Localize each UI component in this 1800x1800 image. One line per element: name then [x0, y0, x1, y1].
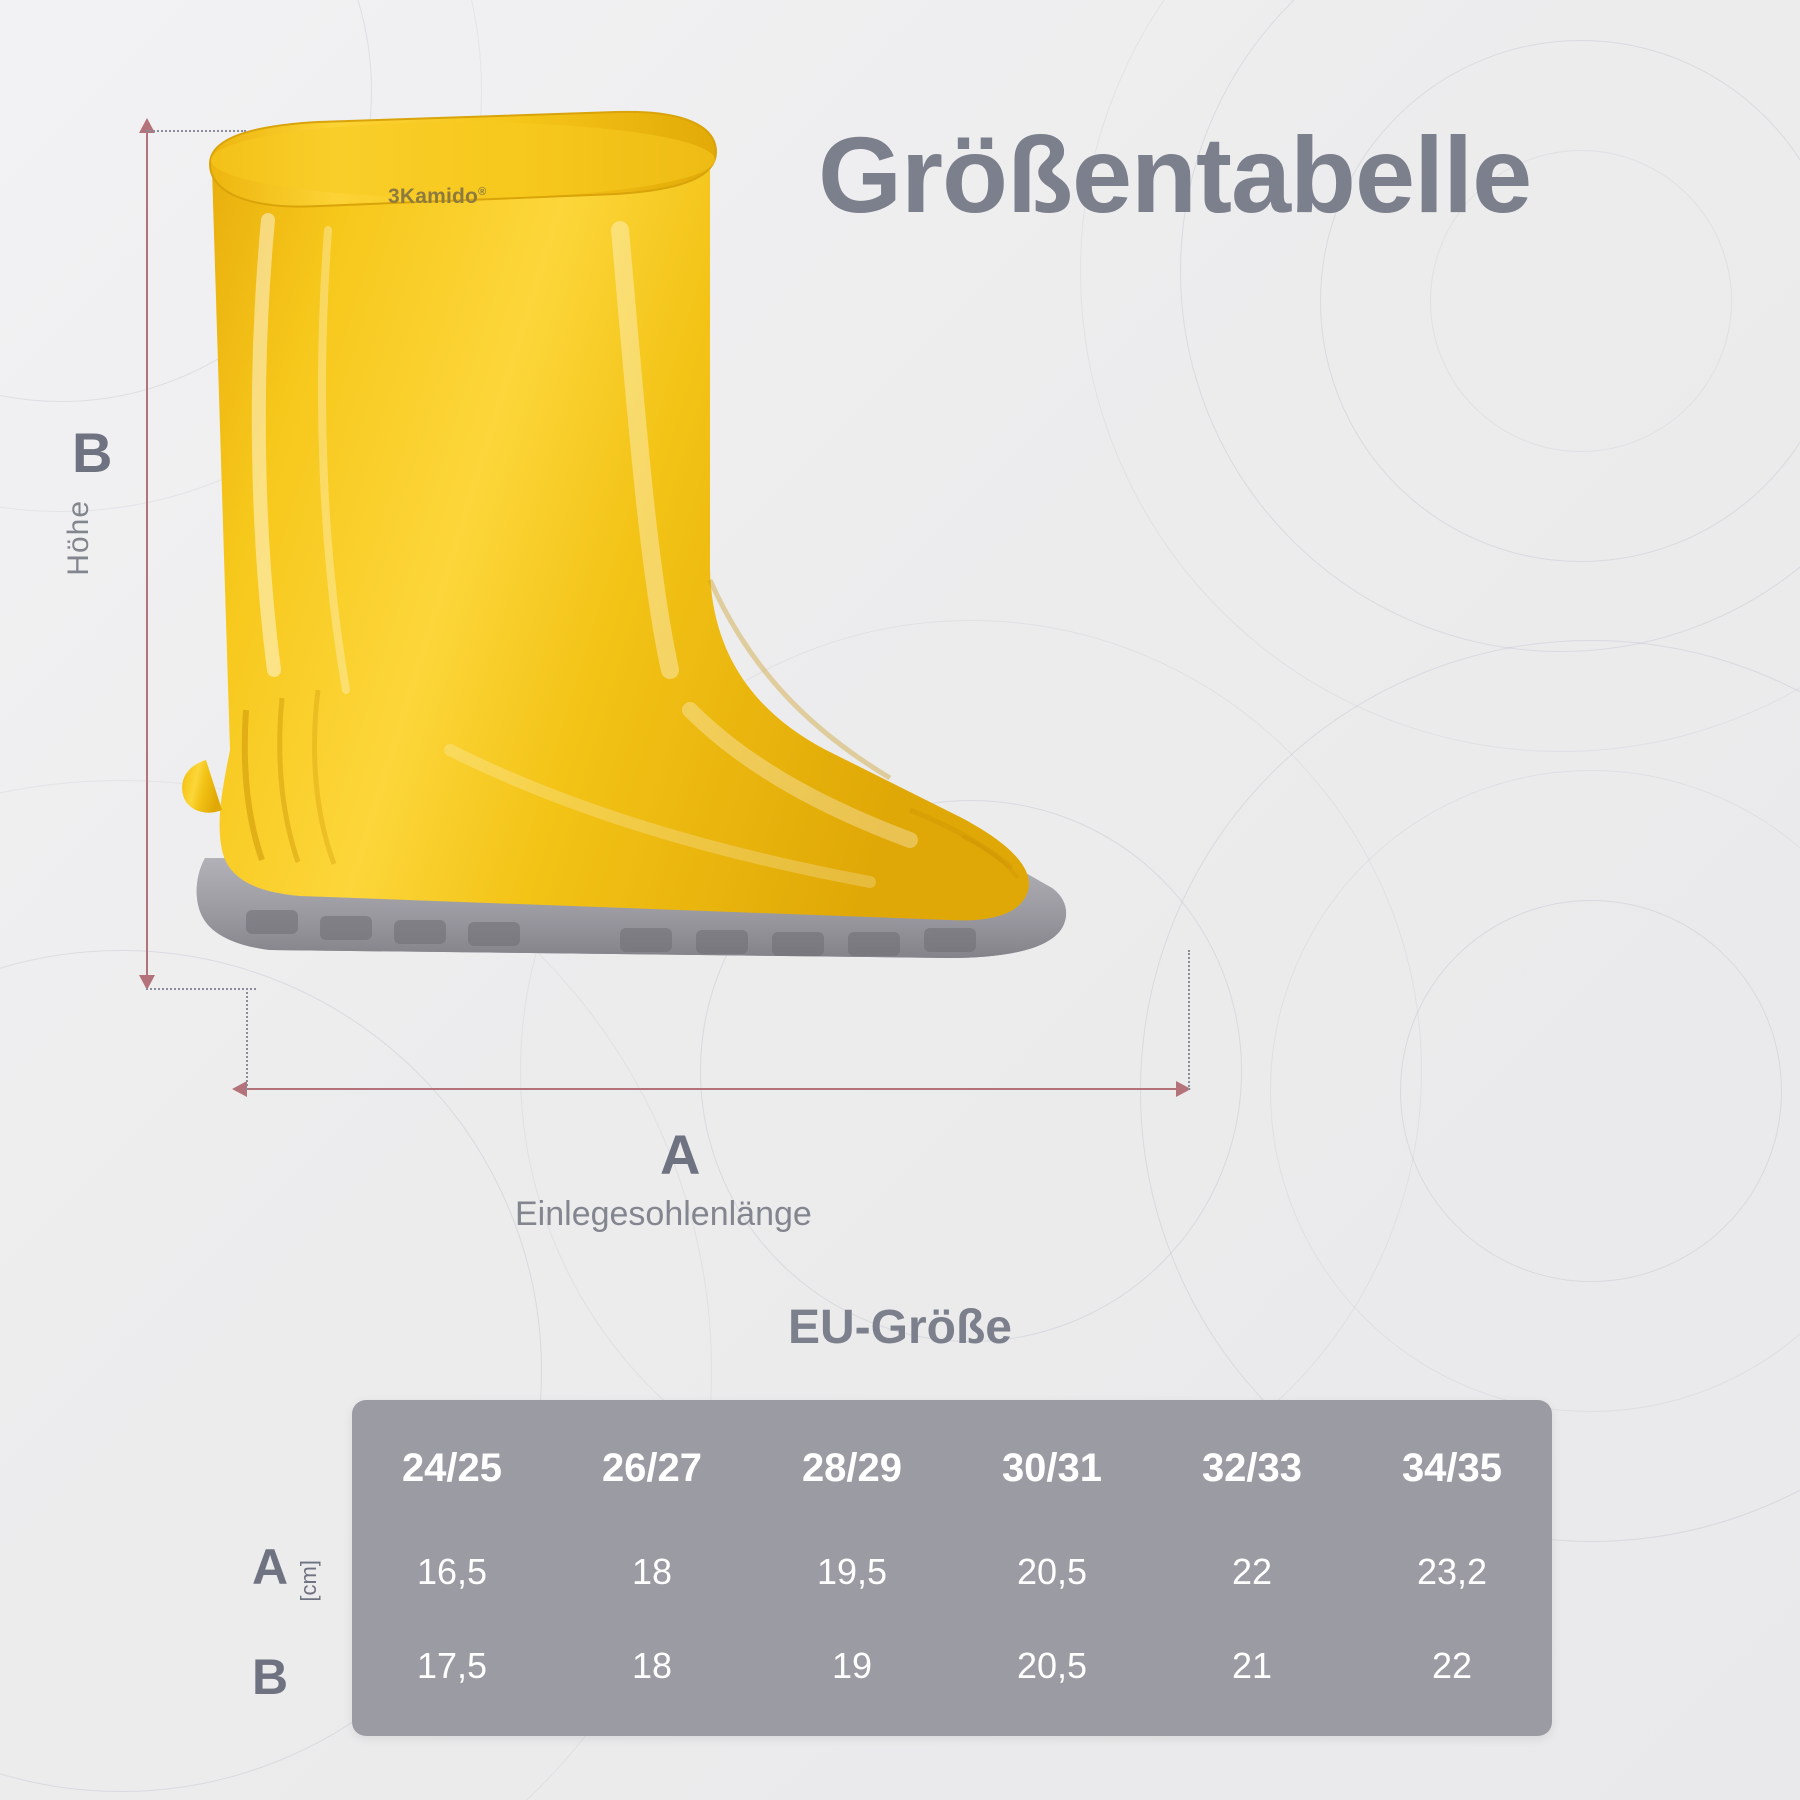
brand-name: 3Kamido: [388, 185, 479, 208]
height-guide-bottom: [146, 988, 256, 990]
length-guide-left: [246, 988, 248, 1090]
cell-a-1: 18: [631, 1551, 673, 1592]
table-row: [352, 1525, 1552, 1619]
length-letter-label: A: [660, 1123, 701, 1186]
row-label-a: A: [252, 1539, 289, 1595]
cell-b-5: 22: [1431, 1645, 1473, 1686]
column-header-1: 26/27: [601, 1446, 703, 1490]
cell-b-3: 20,5: [1016, 1645, 1088, 1686]
page-title: Größentabelle: [818, 114, 1532, 235]
length-arrow-left-icon: [232, 1081, 247, 1097]
size-table: [352, 1400, 1552, 1713]
column-header-5: 34/35: [1401, 1446, 1503, 1490]
length-dimension-line: [246, 1088, 1190, 1090]
cell-b-4: 21: [1231, 1645, 1273, 1686]
cell-a-0: 16,5: [416, 1551, 488, 1592]
cell-a-5: 23,2: [1416, 1551, 1488, 1592]
row-label-b: B: [252, 1649, 289, 1705]
length-text-label: Einlegesohlenlänge: [515, 1195, 812, 1233]
cell-a-4: 22: [1231, 1551, 1273, 1592]
column-header-4: 32/33: [1201, 1446, 1303, 1490]
column-header-0: 24/25: [401, 1446, 503, 1490]
height-dimension-line: [146, 132, 148, 988]
cell-b-1: 18: [631, 1645, 673, 1686]
cell-b-0: 17,5: [416, 1645, 488, 1686]
column-header-2: 28/29: [801, 1446, 903, 1490]
length-guide-right: [1188, 950, 1190, 1090]
cell-a-3: 20,5: [1016, 1551, 1088, 1592]
cell-a-2: 19,5: [816, 1551, 888, 1592]
height-text-label: Höhe: [62, 500, 95, 576]
height-letter-label: B: [72, 421, 113, 484]
brand-superscript: ®: [478, 186, 487, 198]
cell-b-2: 19: [831, 1645, 873, 1686]
height-guide-top: [146, 130, 246, 132]
table-header-row: [352, 1400, 1552, 1525]
brand-label: [388, 185, 486, 209]
unit-label: [cm]: [296, 1560, 321, 1602]
table-row: [352, 1619, 1552, 1713]
eu-size-heading: EU-Größe: [787, 1301, 1012, 1354]
column-header-3: 30/31: [1001, 1446, 1103, 1490]
boot-illustration: [150, 110, 1210, 1010]
